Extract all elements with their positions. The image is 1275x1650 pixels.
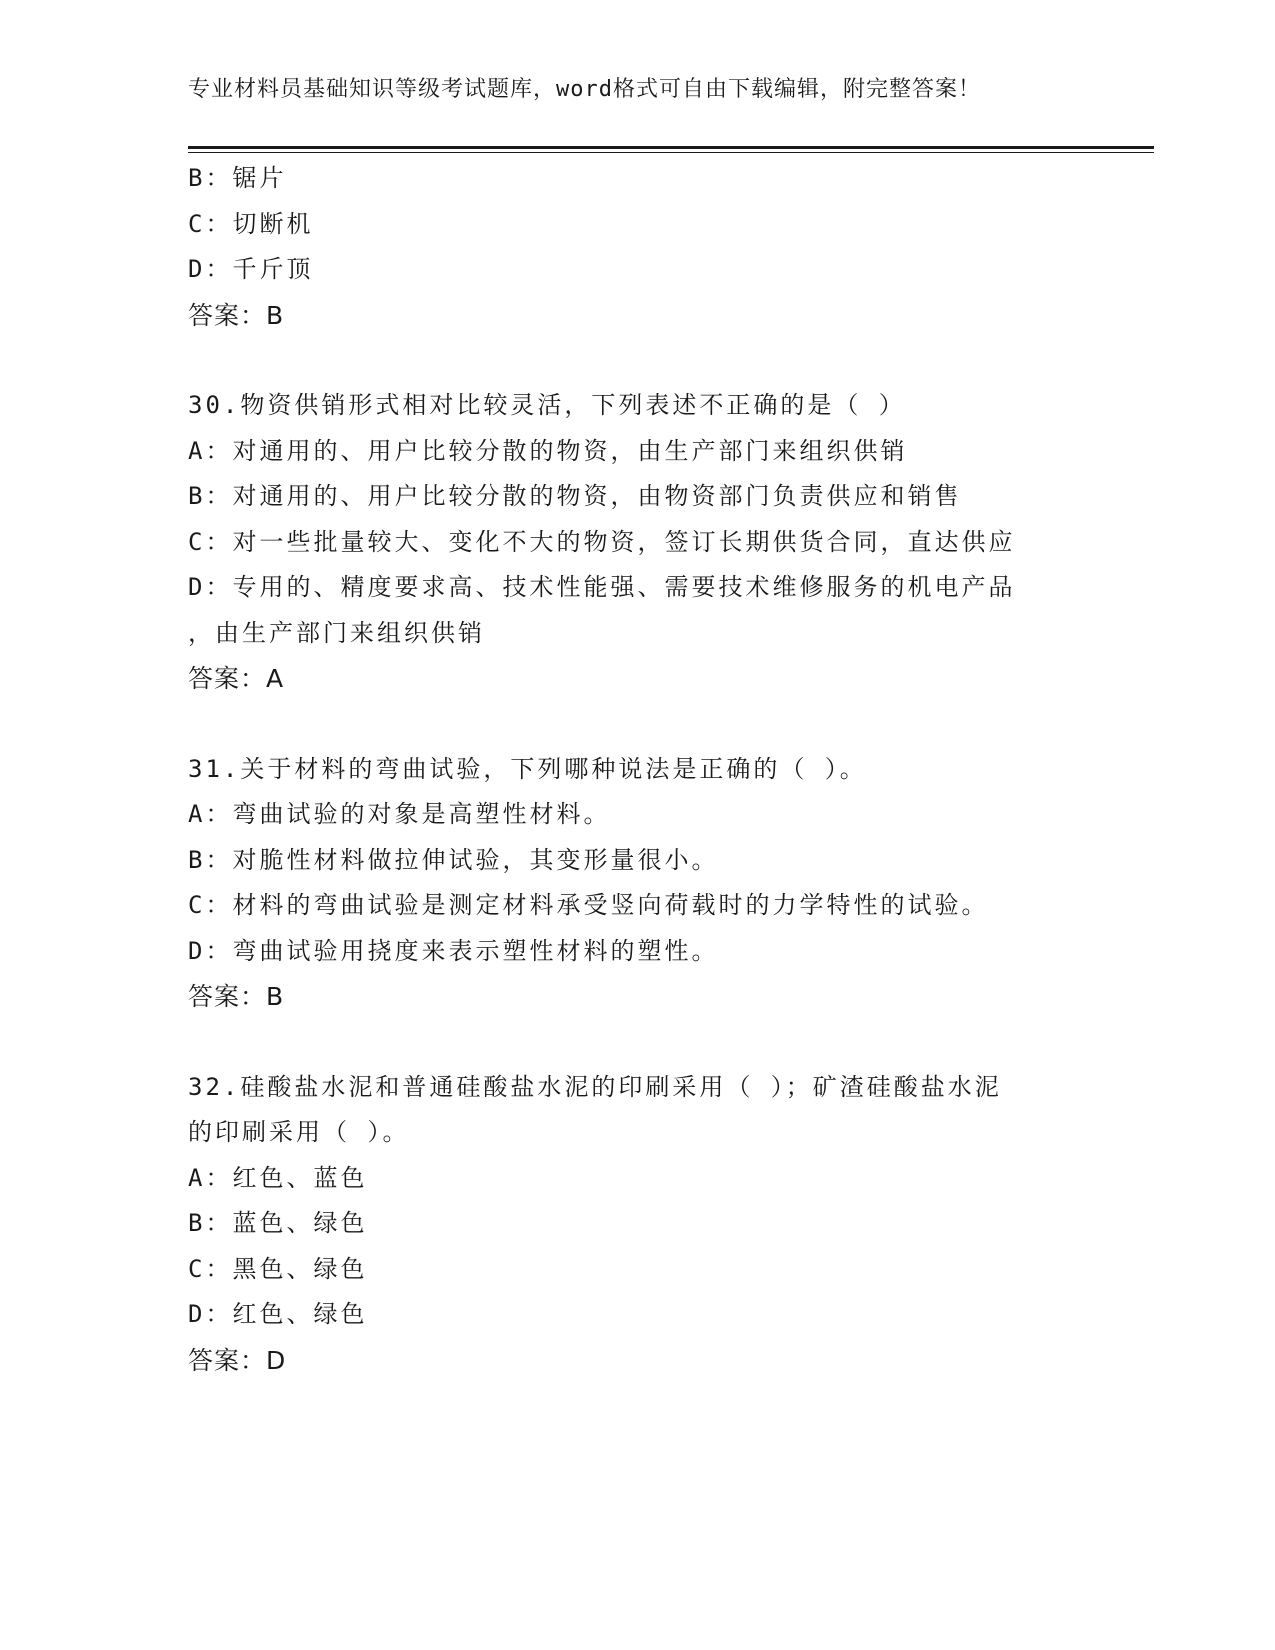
option-c: C：切断机 xyxy=(188,209,314,238)
answer: 答案：B xyxy=(188,982,285,1011)
spacer xyxy=(188,1020,1088,1065)
answer: 答案：B xyxy=(188,300,285,330)
answer: 答案：A xyxy=(188,664,285,693)
spacer xyxy=(188,338,1088,383)
option-d: D：专用的、精度要求高、技术性能强、需要技术维修服务的机电产品 xyxy=(188,573,1016,601)
question-31 xyxy=(188,747,1088,1020)
option-b: B：对脆性材料做拉伸试验，其变形量很小。 xyxy=(188,845,719,874)
option-b: B：锯片 xyxy=(188,164,287,192)
option-a: A：弯曲试验的对象是高塑性材料。 xyxy=(188,800,611,828)
header-rule-thick xyxy=(188,146,1154,149)
spacer xyxy=(188,702,1088,747)
header-rule-thin xyxy=(188,152,1154,153)
question-stem: 32.硅酸盐水泥和普通硅酸盐水泥的印刷采用（ ）；矿渣硅酸盐水泥 xyxy=(188,1072,1002,1101)
page-header: 专业材料员基础知识等级考试题库，word格式可自由下载编辑，附完整答案！ xyxy=(188,77,981,102)
option-c: C：黑色、绿色 xyxy=(188,1254,368,1283)
option-a: A：红色、蓝色 xyxy=(188,1163,368,1192)
option-d: D：千斤顶 xyxy=(188,255,314,283)
option-c: C：对一些批量较大、变化不大的物资，签订长期供货合同，直达供应 xyxy=(188,527,1016,556)
question-stem: 31.关于材料的弯曲试验，下列哪种说法是正确的（ ）。 xyxy=(188,754,867,783)
option-a: A：对通用的、用户比较分散的物资，由生产部门来组织供销 xyxy=(188,436,908,465)
question-32 xyxy=(188,1065,1088,1384)
option-d: D：弯曲试验用挠度来表示塑性材料的塑性。 xyxy=(188,936,719,965)
question-content xyxy=(188,156,1088,1383)
question-30 xyxy=(188,383,1088,702)
question-stem-continued: 的印刷采用（ ）。 xyxy=(188,1118,410,1146)
option-b: B：对通用的、用户比较分散的物资，由物资部门负责供应和销售 xyxy=(188,482,962,510)
question-stem: 30.物资供销形式相对比较灵活，下列表述不正确的是（ ） xyxy=(188,391,906,419)
prev-question-block xyxy=(188,156,1088,338)
option-b: B：蓝色、绿色 xyxy=(188,1209,368,1237)
option-d-continued: ，由生产部门来组织供销 xyxy=(188,618,485,647)
option-d: D：红色、绿色 xyxy=(188,1300,368,1328)
answer: 答案：D xyxy=(188,1345,287,1375)
option-c: C：材料的弯曲试验是测定材料承受竖向荷载时的力学特性的试验。 xyxy=(188,891,989,919)
